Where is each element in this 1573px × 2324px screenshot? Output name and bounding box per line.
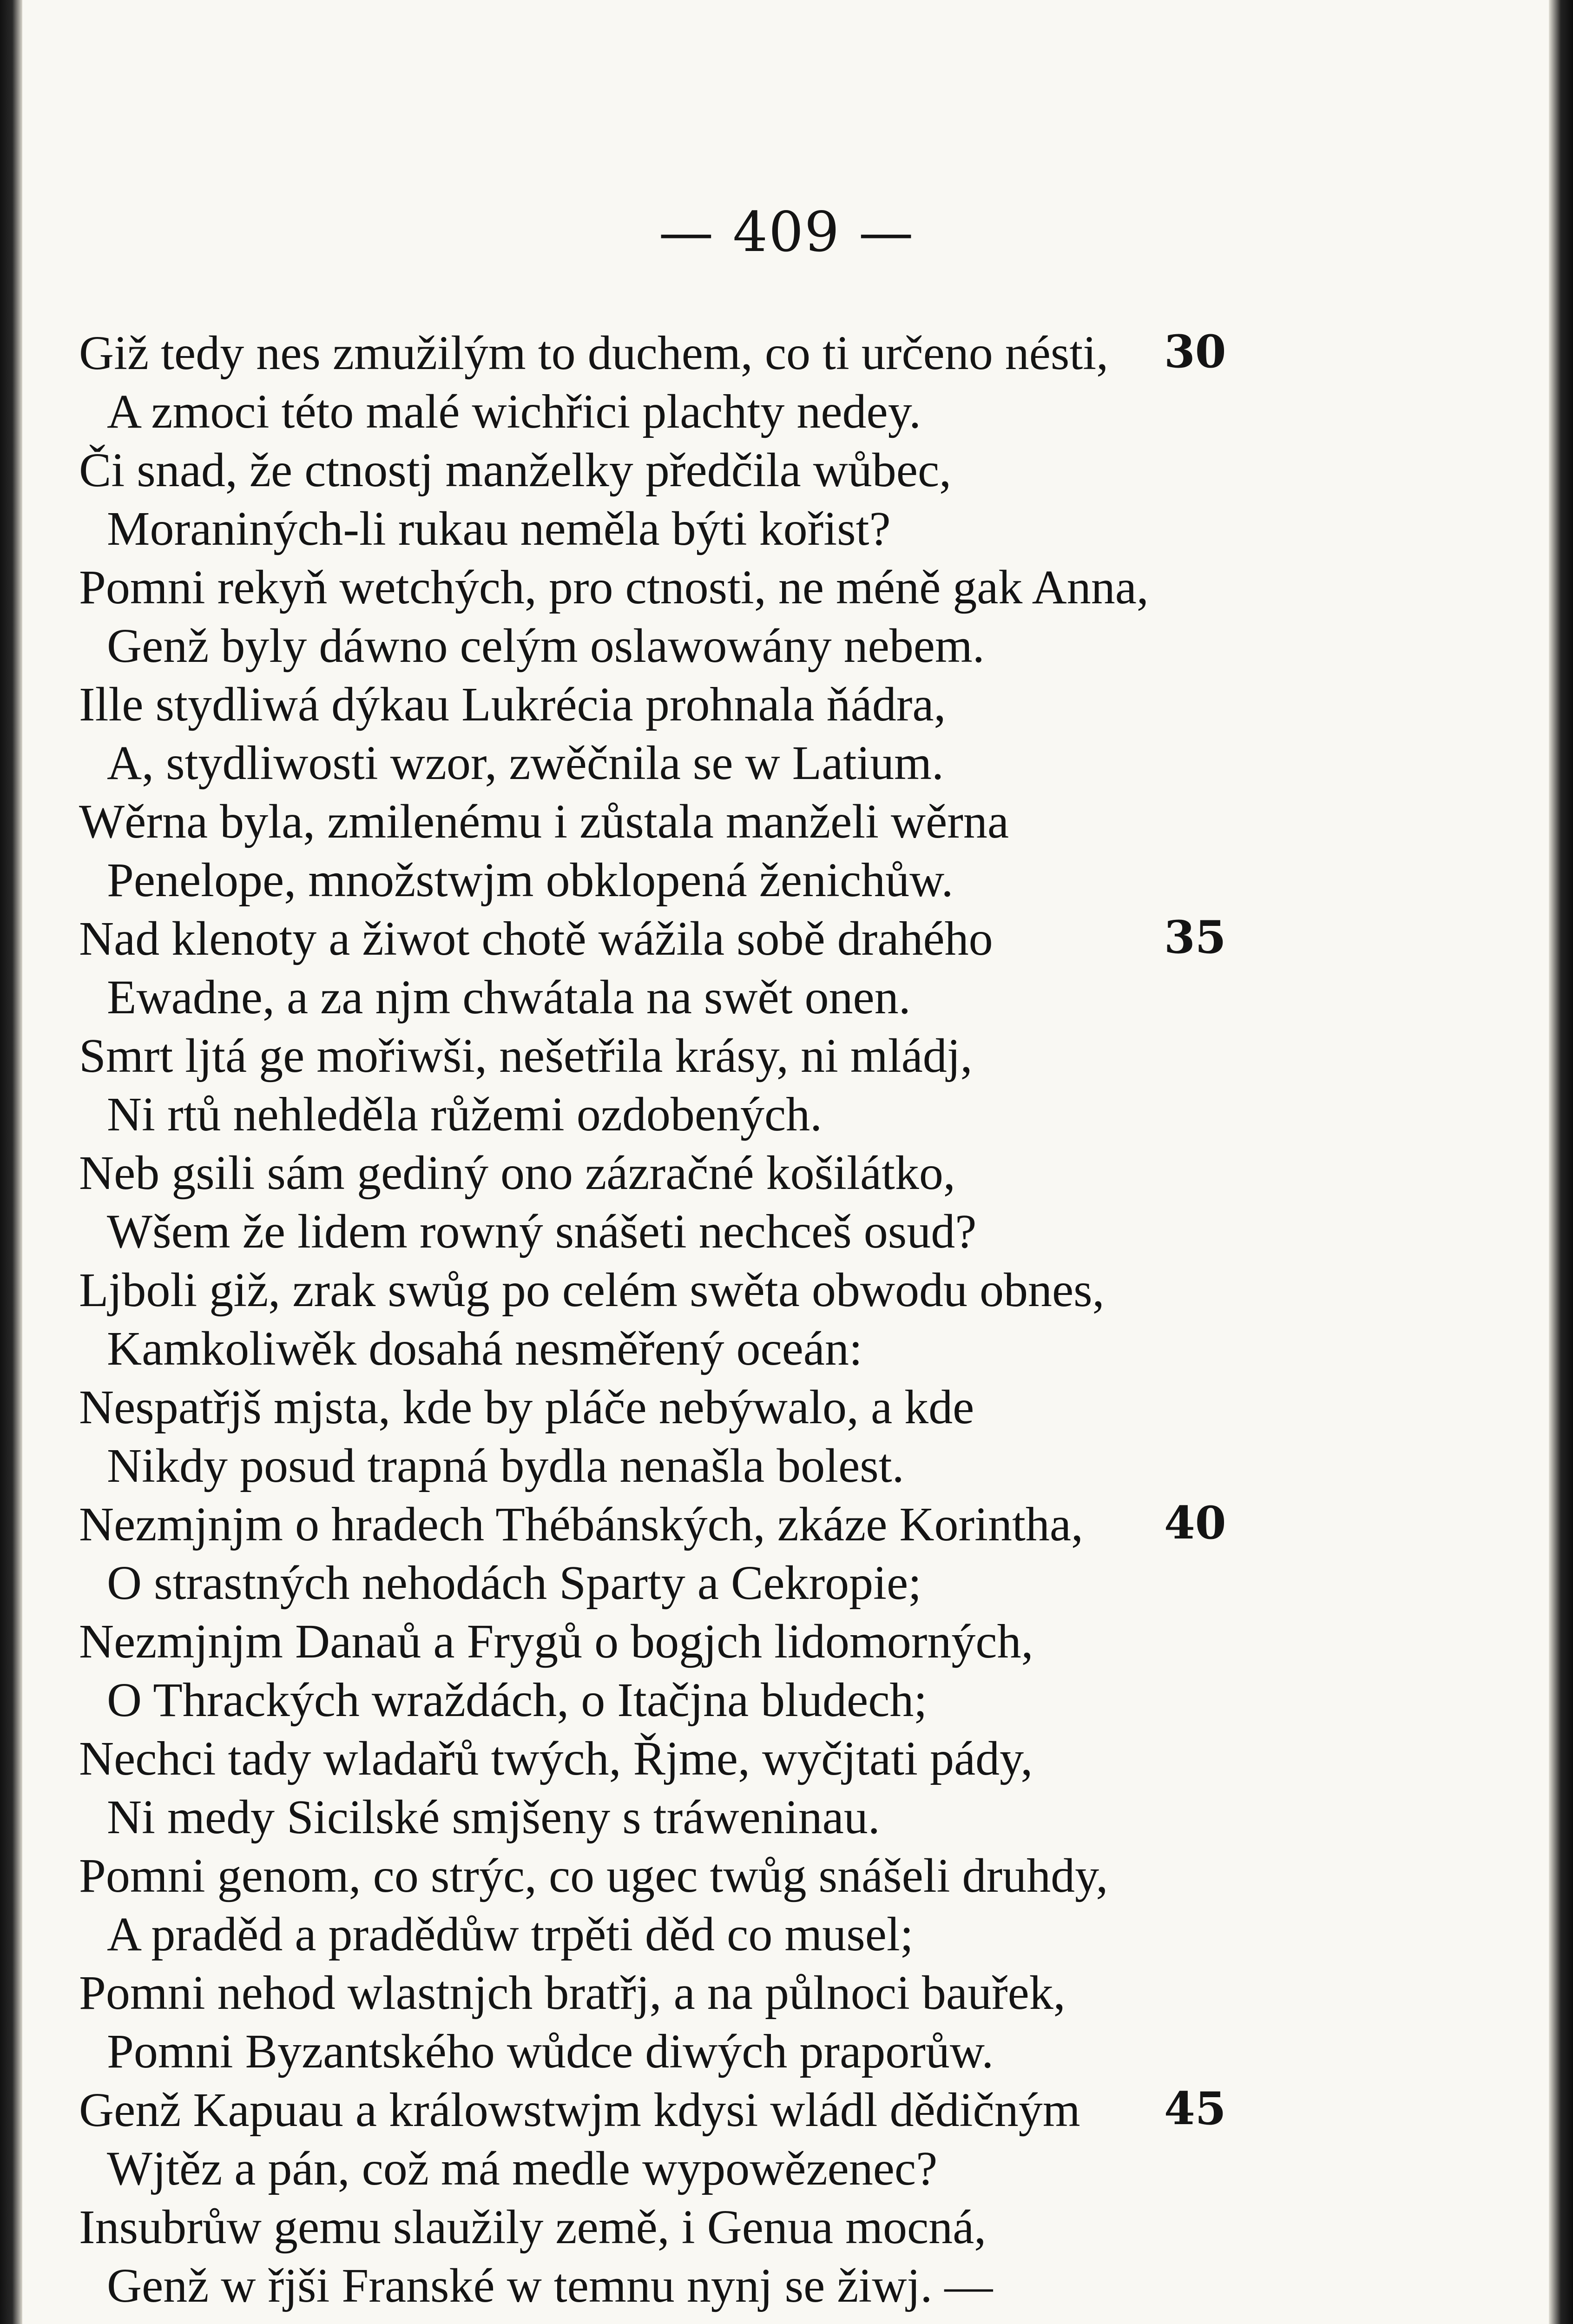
poem-line: [0, 1204, 1573, 1263]
poem-line-text: Neb gsili sám gediný ono zázračné košilátko,: [79, 1146, 955, 1200]
poem-line: [0, 1262, 1573, 1322]
poem-line: [0, 1497, 1573, 1556]
poem-line-text: Pomni genom, co strýc, co ugec twůg snášeli druhdy,: [79, 1849, 1108, 1902]
poem-line: [0, 1321, 1573, 1380]
poem-line-text: Genž w řjši Franské w temnu nynj se žiwj. —: [107, 2259, 993, 2312]
poem-line-text: Genž Kapuau a králowstwjm kdysi wládl dědičným: [79, 2083, 1080, 2137]
poem-line-text: Wjtěz a pán, což má medle wypowězenec?: [107, 2142, 938, 2195]
poem-line: [0, 618, 1573, 678]
poem-line-text: Ewadne, a za njm chwátala na swět onen.: [107, 971, 911, 1024]
poem-line-text: Pomni rekyň wetchých, pro ctnosti, ne méně gak Anna,: [79, 561, 1149, 614]
poem-line-text: Nespatřjš mjsta, kde by pláče nebýwalo, a kde: [79, 1380, 974, 1434]
poem-line: [0, 2024, 1573, 2083]
poem-line-text: Moraniných-li rukau neměla býti kořist?: [107, 502, 891, 555]
page-header: — 409 —: [658, 200, 915, 264]
poem-line: [0, 1848, 1573, 1908]
poem-line-text: Pomni Byzantského wůdce diwých praporůw.: [107, 2025, 994, 2078]
poem-line-text: O Thrackých wraždách, o Itačjna bludech;: [107, 1673, 928, 1727]
line-number: 40: [1164, 1497, 1226, 1549]
poem-line: [0, 970, 1573, 1029]
poem-line: [0, 2258, 1573, 2317]
poem-line-text: Či snad, že ctnostj manželky předčila wůbec,: [79, 443, 952, 497]
poem-line: [0, 2082, 1573, 2142]
poem-line: [0, 1028, 1573, 1088]
poem-line-text: Ljboli giž, zrak swůg po celém swěta obwodu obnes,: [79, 1263, 1105, 1317]
poem-line-text: Smrt ljtá ge mořiwši, nešetřila krásy, ni mládj,: [79, 1029, 973, 1083]
poem-line-text: A zmoci této malé wichřici plachty nedey.: [107, 385, 921, 438]
poem-line: [0, 1087, 1573, 1146]
poem-line-text: Nezmjnjm o hradech Thébánských, zkáze Korintha,: [79, 1498, 1084, 1551]
poem-line: [0, 384, 1573, 443]
poem-line: [0, 735, 1573, 795]
poem-line: [0, 1380, 1573, 1439]
poem-line: [0, 1965, 1573, 2025]
poem-line: [0, 501, 1573, 561]
poem-line: [0, 852, 1573, 912]
poem-line: [0, 911, 1573, 971]
poem-line-text: Ni medy Sicilské smjšeny s tráweninau.: [107, 1790, 880, 1844]
poem-line: [0, 1438, 1573, 1498]
poem-line-text: Genž byly dáwno celým oslawowány nebem.: [107, 619, 985, 673]
poem-line: [0, 1789, 1573, 1849]
poem-line: [0, 1145, 1573, 1205]
poem-line: [0, 677, 1573, 736]
poem-line: [0, 1614, 1573, 1673]
poem-line-text: Penelope, množstwjm obklopená ženichůw.: [107, 853, 954, 907]
poem-line-text: Ni rtů nehleděla růžemi ozdobených.: [107, 1088, 823, 1141]
poem-line: [0, 1555, 1573, 1615]
poem-line-text: Pomni nehod wlastnjch bratřj, a na půlnoci bauřek,: [79, 1966, 1066, 2020]
poem-line-text: Nikdy posud trapná bydla nenašla bolest.: [107, 1439, 904, 1492]
poem-line-text: Nad klenoty a žiwot chotě wážila sobě drahého: [79, 912, 993, 965]
poem-line-text: Kamkoliwěk dosahá nesměřený oceán:: [107, 1322, 862, 1375]
poem-line: [0, 325, 1573, 385]
poem-line-text: Wěrna byla, zmilenému i zůstala manželi wěrna: [79, 795, 1009, 848]
poem-line-text: Nezmjnjm Danaů a Frygů o bogjch lidomorných,: [79, 1615, 1033, 1668]
poem-line-text: O strastných nehodách Sparty a Cekropie;: [107, 1556, 922, 1610]
poem-line-text: Nechci tady wladařů twých, Řjme, wyčjtati pády,: [79, 1732, 1033, 1785]
poem-line-text: Ille stydliwá dýkau Lukrécia prohnala ňádra,: [79, 678, 946, 731]
poem-line-text: A praděd a pradědůw trpěti děd co musel;: [107, 1908, 914, 1961]
line-number: 45: [1164, 2082, 1226, 2135]
poem-line-text: Insubrůw gemu slaužily země, i Genua mocná,: [79, 2200, 987, 2254]
poem-line: [0, 1907, 1573, 1966]
poem-line: [0, 1672, 1573, 1732]
poem-line: [0, 1731, 1573, 1790]
poem-line: [0, 560, 1573, 619]
poem-line: [0, 2199, 1573, 2259]
poem-line-text: Wšem že lidem rowný snášeti nechceš osud?: [107, 1205, 977, 1258]
poem-line-text: Giž tedy nes zmužilým to duchem, co ti určeno nésti,: [79, 326, 1109, 380]
line-number: 30: [1164, 325, 1226, 378]
line-number: 35: [1164, 911, 1226, 964]
poem-line-text: A, stydliwosti wzor, zwěčnila se w Latium.: [107, 736, 944, 790]
poem-line: [0, 794, 1573, 853]
poem-line: [0, 2141, 1573, 2200]
poem-line: [0, 442, 1573, 502]
